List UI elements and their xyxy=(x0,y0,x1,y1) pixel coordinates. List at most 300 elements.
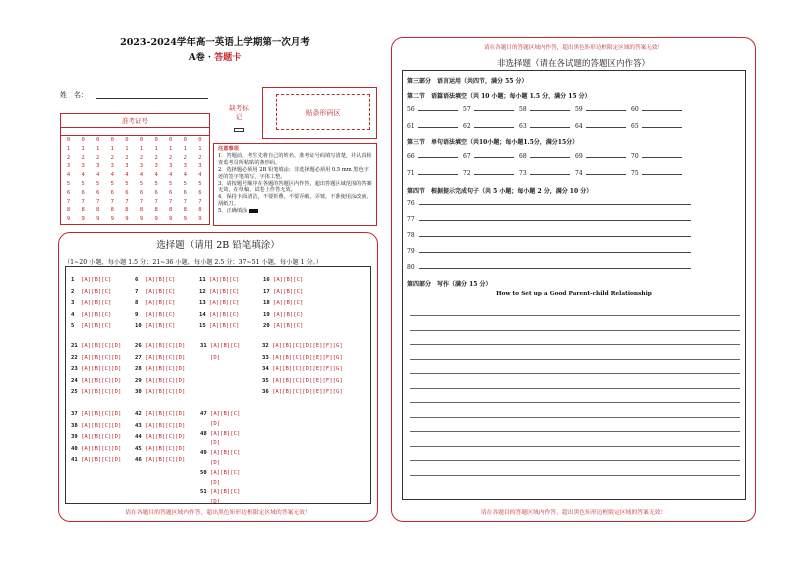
mc-options[interactable]: [A][B][C] xyxy=(81,288,112,295)
mc-question[interactable] xyxy=(263,298,303,308)
exam-id-column[interactable] xyxy=(151,136,162,224)
exam-id-digit-bubble[interactable]: 6 xyxy=(198,189,202,196)
sentence-line[interactable] xyxy=(419,220,691,221)
exam-id-digit-bubble[interactable]: 0 xyxy=(139,137,144,143)
mc-question[interactable] xyxy=(135,353,185,363)
mc-options[interactable]: [A][B][C] xyxy=(210,450,241,457)
mc-options[interactable]: [D] xyxy=(210,479,221,486)
mc-options[interactable]: [A][B][C][D] xyxy=(145,434,186,440)
blank-answer[interactable] xyxy=(463,123,514,130)
exam-id-digit-bubble[interactable]: 9 xyxy=(66,216,71,223)
mc-question[interactable] xyxy=(71,287,111,297)
mc-question[interactable] xyxy=(135,310,175,320)
exam-id-digit-bubble[interactable]: 4 xyxy=(110,172,114,179)
mc-question[interactable] xyxy=(71,387,121,397)
mc-options[interactable]: [A][B][C] xyxy=(210,469,241,476)
mc-options[interactable]: [A][B][C] xyxy=(273,277,304,283)
exam-id-digit-bubble[interactable]: 5 xyxy=(169,180,173,187)
mc-options[interactable]: [A][B][C] xyxy=(81,311,112,318)
mc-question[interactable] xyxy=(262,364,343,374)
sentence-answer[interactable] xyxy=(407,200,691,207)
exam-id-digit-bubble[interactable]: 0 xyxy=(198,137,202,143)
mc-question[interactable] xyxy=(263,310,303,320)
mc-question[interactable] xyxy=(71,444,121,454)
blank-answer[interactable] xyxy=(519,170,570,177)
mc-question[interactable] xyxy=(71,455,121,465)
mc-options[interactable]: [A][B][C][D] xyxy=(145,457,186,463)
exam-id-digit-bubble[interactable]: 8 xyxy=(169,207,173,214)
mc-options[interactable]: [A][B][C] xyxy=(273,323,304,329)
exam-id-digit-bubble[interactable]: 0 xyxy=(96,137,100,143)
exam-id-write-row[interactable] xyxy=(61,128,209,136)
mc-question[interactable] xyxy=(135,275,175,285)
exam-id-digit-bubble[interactable]: 1 xyxy=(66,145,71,152)
mc-options[interactable]: [A][B][C][D] xyxy=(81,354,122,361)
mc-options[interactable]: [A][B][C] xyxy=(210,411,241,417)
exam-id-digit-bubble[interactable]: 7 xyxy=(96,198,100,205)
mc-question[interactable] xyxy=(71,321,111,331)
essay-writing-line[interactable] xyxy=(410,373,740,374)
mc-question[interactable] xyxy=(200,448,240,458)
exam-id-digit-bubble[interactable]: 2 xyxy=(139,154,144,161)
exam-id-digit-bubble[interactable]: 9 xyxy=(154,216,158,223)
mc-options[interactable]: [A][B][C] xyxy=(210,430,241,437)
exam-id-column[interactable] xyxy=(180,136,191,224)
exam-id-digit-bubble[interactable]: 2 xyxy=(125,154,129,161)
notes-box xyxy=(213,143,377,226)
blank-line[interactable] xyxy=(418,127,458,128)
mc-options[interactable]: [A][B][C][D] xyxy=(81,422,122,429)
sentence-answer[interactable] xyxy=(407,216,691,223)
sentence-answer[interactable] xyxy=(407,264,691,271)
exam-id-digit-bubble[interactable]: 4 xyxy=(183,172,187,179)
mc-question[interactable] xyxy=(262,387,343,397)
blank-line[interactable] xyxy=(474,127,514,128)
mc-question[interactable] xyxy=(262,353,343,363)
blank-answer[interactable] xyxy=(575,153,626,160)
exam-id-digit-bubble[interactable]: 2 xyxy=(96,154,100,161)
exam-id-digit-bubble[interactable]: 1 xyxy=(110,145,114,152)
blank-line[interactable] xyxy=(530,174,570,175)
exam-id-digit-bubble[interactable]: 1 xyxy=(96,145,100,152)
mc-question[interactable] xyxy=(71,364,121,374)
mc-options[interactable]: [A][B][C][D][E][F][G] xyxy=(272,366,343,372)
exam-id-digit-bubble[interactable]: 6 xyxy=(125,189,129,196)
exam-id-digit-bubble[interactable]: 2 xyxy=(81,154,85,161)
exam-id-digit-bubble[interactable]: 0 xyxy=(154,137,158,143)
exam-id-digit-bubble[interactable]: 3 xyxy=(139,163,144,170)
blank-answer[interactable] xyxy=(463,170,514,177)
mc-question[interactable] xyxy=(71,409,121,419)
mc-question-number: 5 xyxy=(71,323,75,329)
exam-id-digit-bubble[interactable]: 5 xyxy=(139,180,144,187)
essay-writing-line[interactable] xyxy=(410,330,740,331)
exam-id-digit-bubble[interactable]: 4 xyxy=(81,172,85,179)
mc-question[interactable] xyxy=(200,487,240,497)
mc-question[interactable] xyxy=(135,432,185,442)
blank-answer[interactable] xyxy=(575,106,626,113)
exam-id-digit-bubble[interactable]: 4 xyxy=(169,172,173,179)
mc-options[interactable]: [D] xyxy=(210,420,221,427)
mc-options[interactable]: [A][B][C][D] xyxy=(81,411,122,417)
mc-options[interactable]: [A][B][C][D] xyxy=(145,389,186,395)
exam-id-digit-bubble[interactable]: 1 xyxy=(169,145,173,152)
mc-options[interactable]: [A][B][C] xyxy=(81,277,112,283)
mc-question[interactable] xyxy=(71,298,111,308)
mc-options[interactable]: [A][B][C] xyxy=(145,288,176,295)
mc-question[interactable] xyxy=(135,409,185,419)
essay-writing-line[interactable] xyxy=(410,431,740,432)
mc-options[interactable]: [A][B][C] xyxy=(145,277,176,283)
mc-options[interactable]: [A][B][C][D] xyxy=(145,445,186,452)
blank-line[interactable] xyxy=(586,127,626,128)
exam-id-digit-bubble[interactable]: 2 xyxy=(154,154,158,161)
exam-id-digit-bubble[interactable]: 7 xyxy=(154,198,158,205)
exam-id-digit-bubble[interactable]: 6 xyxy=(96,189,100,196)
exam-id-digit-bubble[interactable]: 3 xyxy=(125,163,129,170)
exam-id-digit-bubble[interactable]: 4 xyxy=(198,172,202,179)
mc-question-number: 51 xyxy=(200,489,207,496)
blank-line[interactable] xyxy=(418,174,458,175)
blank-line[interactable] xyxy=(586,110,626,111)
blank-answer[interactable] xyxy=(631,153,682,160)
mc-options[interactable]: [A][B][C] xyxy=(145,300,176,306)
exam-id-digit-bubble[interactable]: 6 xyxy=(110,189,114,196)
mc-options[interactable]: [A][B][C][D] xyxy=(145,422,186,429)
exam-id-digit-bubble[interactable]: 4 xyxy=(139,172,144,179)
exam-id-digit-bubble[interactable]: 6 xyxy=(139,189,144,196)
exam-id-digit-bubble[interactable]: 2 xyxy=(169,154,173,161)
blank-answer[interactable] xyxy=(407,106,458,113)
exam-id-digit-bubble[interactable]: 9 xyxy=(169,216,173,223)
mc-options[interactable]: [A][B][C] xyxy=(273,300,304,306)
mc-options[interactable]: [A][B][C][D] xyxy=(81,366,122,372)
mc-question[interactable] xyxy=(262,341,343,351)
exam-id-title: 准考证号 xyxy=(61,114,209,128)
exam-id-digit-bubble[interactable]: 1 xyxy=(81,145,85,152)
mc-question[interactable] xyxy=(200,468,240,478)
mc-question[interactable] xyxy=(200,353,220,363)
blank-answer[interactable] xyxy=(631,170,682,177)
exam-id-digit-bubble[interactable]: 0 xyxy=(169,137,173,143)
exam-id-digit-bubble[interactable]: 0 xyxy=(81,137,85,143)
mc-options[interactable]: [A][B][C][D] xyxy=(81,434,122,440)
mc-question[interactable] xyxy=(200,438,220,448)
exam-id-column[interactable] xyxy=(107,136,118,224)
mc-question[interactable] xyxy=(135,298,175,308)
exam-id-digit-bubble[interactable]: 5 xyxy=(154,180,158,187)
blank-number: 67 xyxy=(463,153,471,160)
mc-question[interactable] xyxy=(199,275,239,285)
mc-question-number: 38 xyxy=(71,422,78,429)
exam-id-digit-bubble[interactable]: 9 xyxy=(81,216,85,223)
exam-id-digit-bubble[interactable]: 2 xyxy=(198,154,202,161)
blank-answer[interactable] xyxy=(463,106,514,113)
mc-options[interactable]: [A][B][C][D][E][F][G] xyxy=(272,354,343,361)
essay-writing-line[interactable] xyxy=(410,460,740,461)
blank-line[interactable] xyxy=(474,157,514,158)
mc-question[interactable] xyxy=(71,310,111,320)
mc-question[interactable] xyxy=(200,478,220,488)
mc-question[interactable] xyxy=(262,376,343,386)
blank-line[interactable] xyxy=(530,110,570,111)
blank-answer[interactable] xyxy=(631,123,682,130)
blank-answer[interactable] xyxy=(519,153,570,160)
mc-options[interactable]: [A][B][C][D] xyxy=(145,411,186,417)
mc-options[interactable]: [A][B][C] xyxy=(273,311,304,318)
exam-id-digit-bubble[interactable]: 6 xyxy=(81,189,85,196)
mc-options[interactable]: [A][B][C] xyxy=(209,277,240,283)
blank-answer[interactable] xyxy=(575,170,626,177)
mc-question[interactable] xyxy=(199,287,239,297)
exam-id-digit-bubble[interactable]: 8 xyxy=(110,207,114,214)
mc-scoring: （1~20 小题，每小题 1.5 分；21~36 小题，每小题 2.5 分；37~51 小题，每小题 1 分。） xyxy=(64,259,322,266)
exam-id-digit-bubble[interactable]: 9 xyxy=(139,216,144,223)
exam-id-digit-bubble[interactable]: 4 xyxy=(96,172,100,179)
blank-line[interactable] xyxy=(642,110,682,111)
mc-question[interactable] xyxy=(200,419,220,429)
exam-id-digit-bubble[interactable]: 5 xyxy=(81,180,85,187)
exam-id-digit-bubble[interactable]: 8 xyxy=(96,207,100,214)
exam-id-digit-bubble[interactable]: 5 xyxy=(183,180,187,187)
mc-options[interactable]: [A][B][C] xyxy=(209,288,240,295)
exam-id-digit-bubble[interactable]: 6 xyxy=(66,189,71,196)
exam-id-digit-bubble[interactable]: 8 xyxy=(139,207,144,214)
mc-question[interactable] xyxy=(71,376,121,386)
sentence-line[interactable] xyxy=(419,268,691,269)
essay-writing-line[interactable] xyxy=(410,315,740,316)
name-input-line[interactable] xyxy=(96,98,208,99)
mc-options[interactable]: [A][B][C][D] xyxy=(145,343,186,349)
blank-answer[interactable] xyxy=(407,153,458,160)
mc-question[interactable] xyxy=(71,421,121,431)
blank-answer[interactable] xyxy=(575,123,626,130)
mc-options[interactable]: [A][B][C][D] xyxy=(145,354,186,361)
mc-question[interactable] xyxy=(199,321,239,331)
sentence-line[interactable] xyxy=(419,204,691,205)
exam-id-digit-bubble[interactable]: 9 xyxy=(183,216,187,223)
mc-options[interactable]: [A][B][C][D] xyxy=(145,366,186,372)
mc-question[interactable] xyxy=(135,421,185,431)
mc-question[interactable] xyxy=(200,429,240,439)
mc-question[interactable] xyxy=(199,298,239,308)
mc-options[interactable]: [A][B][C][D][E][F][G] xyxy=(272,389,343,395)
exam-id-digit-bubble[interactable]: 7 xyxy=(139,198,144,205)
essay-writing-line[interactable] xyxy=(410,402,740,403)
mc-question[interactable] xyxy=(71,353,121,363)
exam-id-digit-bubble[interactable]: 7 xyxy=(125,198,129,205)
mc-options[interactable]: [D] xyxy=(210,440,221,447)
mc-question[interactable] xyxy=(135,455,185,465)
mc-question[interactable] xyxy=(200,409,240,419)
exam-id-digit-bubble[interactable]: 2 xyxy=(183,154,187,161)
exam-id-digit-bubble[interactable]: 0 xyxy=(66,137,71,143)
exam-id-digit-bubble[interactable]: 5 xyxy=(125,180,129,187)
mc-options[interactable]: [A][B][C][D] xyxy=(81,343,122,349)
mc-options[interactable]: [A][B][C][D] xyxy=(81,457,122,463)
exam-id-digit-bubble[interactable]: 4 xyxy=(154,172,158,179)
exam-id-digit-bubble[interactable]: 7 xyxy=(183,198,187,205)
exam-id-digit-bubble[interactable]: 1 xyxy=(183,145,187,152)
exam-id-digit-bubble[interactable]: 8 xyxy=(125,207,129,214)
exam-id-column[interactable] xyxy=(121,136,132,224)
mc-question[interactable] xyxy=(135,364,185,374)
exam-id-digit-bubble[interactable]: 1 xyxy=(198,145,202,152)
exam-id-digit-bubble[interactable]: 3 xyxy=(110,163,114,170)
blank-line[interactable] xyxy=(586,174,626,175)
blank-line[interactable] xyxy=(642,157,682,158)
mc-options[interactable]: [A][B][C] xyxy=(210,343,241,349)
exam-id-digit-bubble[interactable]: 2 xyxy=(110,154,114,161)
exam-id-digit-bubble[interactable]: 4 xyxy=(125,172,129,179)
mc-options[interactable]: [A][B][C] xyxy=(209,300,240,306)
mc-question[interactable] xyxy=(135,287,175,297)
exam-id-digit-bubble[interactable]: 1 xyxy=(154,145,158,152)
exam-id-digit-bubble[interactable]: 0 xyxy=(110,137,114,143)
mc-options[interactable]: [A][B][C][D][E][F][G] xyxy=(272,343,343,349)
mc-options[interactable]: [A][B][C] xyxy=(209,323,240,329)
mc-options[interactable]: [D] xyxy=(210,460,221,466)
exam-id-digit-bubble[interactable]: 8 xyxy=(66,207,71,214)
exam-id-digit-bubble[interactable]: 6 xyxy=(183,189,187,196)
essay-writing-line[interactable] xyxy=(410,475,740,476)
sentence-answer[interactable] xyxy=(407,248,691,255)
blank-line[interactable] xyxy=(418,157,458,158)
exam-id-digit-bubble[interactable]: 3 xyxy=(154,163,158,170)
exam-id-digit-bubble[interactable]: 8 xyxy=(154,207,158,214)
exam-id-digit-bubble[interactable]: 8 xyxy=(81,207,85,214)
exam-id-digit-bubble[interactable]: 2 xyxy=(66,154,71,161)
exam-id-digit-bubble[interactable]: 0 xyxy=(125,137,129,143)
exam-id-digit-bubble[interactable]: 5 xyxy=(66,180,71,187)
mc-question[interactable] xyxy=(135,376,185,386)
mc-question[interactable] xyxy=(263,275,303,285)
exam-id-digit-bubble[interactable]: 5 xyxy=(198,180,202,187)
exam-id-column[interactable] xyxy=(136,136,147,224)
mc-question-number: 2 xyxy=(71,288,75,295)
mc-options[interactable]: [D] xyxy=(210,354,221,361)
essay-writing-line[interactable] xyxy=(410,417,740,418)
mc-options[interactable]: [A][B][C][D] xyxy=(81,445,122,452)
mc-question[interactable] xyxy=(263,321,303,331)
blank-answer[interactable] xyxy=(407,123,458,130)
exam-id-digit-bubble[interactable]: 9 xyxy=(96,216,100,223)
mc-question[interactable] xyxy=(200,497,220,507)
mc-options[interactable]: [A][B][C] xyxy=(145,311,176,318)
blank-line[interactable] xyxy=(642,127,682,128)
blank-line[interactable] xyxy=(642,174,682,175)
exam-id-digit-bubble[interactable]: 7 xyxy=(81,198,85,205)
blank-answer[interactable] xyxy=(519,123,570,130)
exam-id-digit-bubble[interactable]: 3 xyxy=(66,163,71,170)
blank-answer[interactable] xyxy=(519,106,570,113)
exam-id-digit-bubble[interactable]: 1 xyxy=(125,145,129,152)
mc-question[interactable] xyxy=(135,321,175,331)
exam-id-digit-bubble[interactable]: 7 xyxy=(66,198,71,205)
exam-id-column[interactable] xyxy=(194,136,205,224)
exam-id-column[interactable] xyxy=(78,136,89,224)
mc-question[interactable] xyxy=(135,387,185,397)
mc-question[interactable] xyxy=(199,310,239,320)
exam-id-digit-bubble[interactable]: 6 xyxy=(169,189,173,196)
blank-answer[interactable] xyxy=(463,153,514,160)
blank-answer[interactable] xyxy=(631,106,682,113)
exam-id-column[interactable] xyxy=(63,136,74,224)
mc-options[interactable]: [A][B][C] xyxy=(81,323,112,329)
sentence-line[interactable] xyxy=(419,236,691,237)
mc-options[interactable]: [A][B][C] xyxy=(81,300,112,306)
mc-options[interactable]: [A][B][C][D] xyxy=(81,377,122,384)
exam-id-digit-bubble[interactable]: 1 xyxy=(139,145,144,152)
exam-id-digit-bubble[interactable]: 7 xyxy=(198,198,202,205)
exam-id-digit-bubble[interactable]: 0 xyxy=(183,137,187,143)
essay-writing-line[interactable] xyxy=(410,446,740,447)
exam-id-digit-bubble[interactable]: 9 xyxy=(125,216,129,223)
exam-id-digit-bubble[interactable]: 6 xyxy=(154,189,158,196)
exam-id-digit-bubble[interactable]: 9 xyxy=(198,216,202,223)
mc-options[interactable]: [D] xyxy=(210,499,221,506)
essay-writing-line[interactable] xyxy=(410,388,740,389)
sentence-answer[interactable] xyxy=(407,232,691,239)
exam-id-digit-bubble[interactable]: 3 xyxy=(81,163,85,170)
mc-options[interactable]: [A][B][C] xyxy=(209,311,240,318)
blank-line[interactable] xyxy=(474,174,514,175)
mc-question-number: 9 xyxy=(135,311,139,318)
absent-checkbox[interactable] xyxy=(234,128,244,132)
exam-id-digit-bubble[interactable]: 8 xyxy=(183,207,187,214)
blank-line[interactable] xyxy=(474,110,514,111)
mc-question[interactable] xyxy=(200,458,220,468)
exam-id-digit-bubble[interactable]: 3 xyxy=(96,163,100,170)
exam-id-column[interactable] xyxy=(165,136,176,224)
mc-options[interactable]: [A][B][C] xyxy=(273,288,304,295)
exam-id-digit-bubble[interactable]: 8 xyxy=(198,207,202,214)
blank-line[interactable] xyxy=(586,157,626,158)
exam-id-digit-bubble[interactable]: 4 xyxy=(66,172,71,179)
exam-id-digit-bubble[interactable]: 7 xyxy=(169,198,173,205)
essay-writing-line[interactable] xyxy=(410,344,740,345)
exam-id-digit-bubble[interactable]: 7 xyxy=(110,198,114,205)
mc-options[interactable]: [A][B][C] xyxy=(145,323,176,329)
mc-question[interactable] xyxy=(71,432,121,442)
blank-line[interactable] xyxy=(418,110,458,111)
exam-id-digit-bubble[interactable]: 3 xyxy=(198,163,202,170)
mc-question[interactable] xyxy=(71,275,111,285)
blank-line[interactable] xyxy=(530,127,570,128)
mc-options[interactable]: [A][B][C] xyxy=(210,489,241,496)
mc-question[interactable] xyxy=(71,341,121,351)
mc-question[interactable] xyxy=(263,287,303,297)
mc-question[interactable] xyxy=(135,444,185,454)
blank-answer[interactable] xyxy=(407,170,458,177)
exam-id-digit-bubble[interactable]: 5 xyxy=(110,180,114,187)
exam-id-column[interactable] xyxy=(92,136,103,224)
blank-line[interactable] xyxy=(530,157,570,158)
blank-number: 75 xyxy=(631,170,639,177)
essay-writing-line[interactable] xyxy=(410,359,740,360)
mc-options[interactable]: [A][B][C][D] xyxy=(81,389,122,395)
mc-options[interactable]: [A][B][C][D][E][F][G] xyxy=(272,377,343,384)
mc-question[interactable] xyxy=(135,341,185,351)
sentence-line[interactable] xyxy=(419,252,691,253)
mc-options[interactable]: [A][B][C][D] xyxy=(145,377,186,384)
exam-id-digit-bubble[interactable]: 5 xyxy=(96,180,100,187)
exam-id-digit-bubble[interactable]: 3 xyxy=(183,163,187,170)
exam-id-digit-bubble[interactable]: 3 xyxy=(169,163,173,170)
mc-question[interactable] xyxy=(200,341,240,351)
exam-id-digit-bubble[interactable]: 9 xyxy=(110,216,114,223)
mc-question-number: 7 xyxy=(135,288,139,295)
